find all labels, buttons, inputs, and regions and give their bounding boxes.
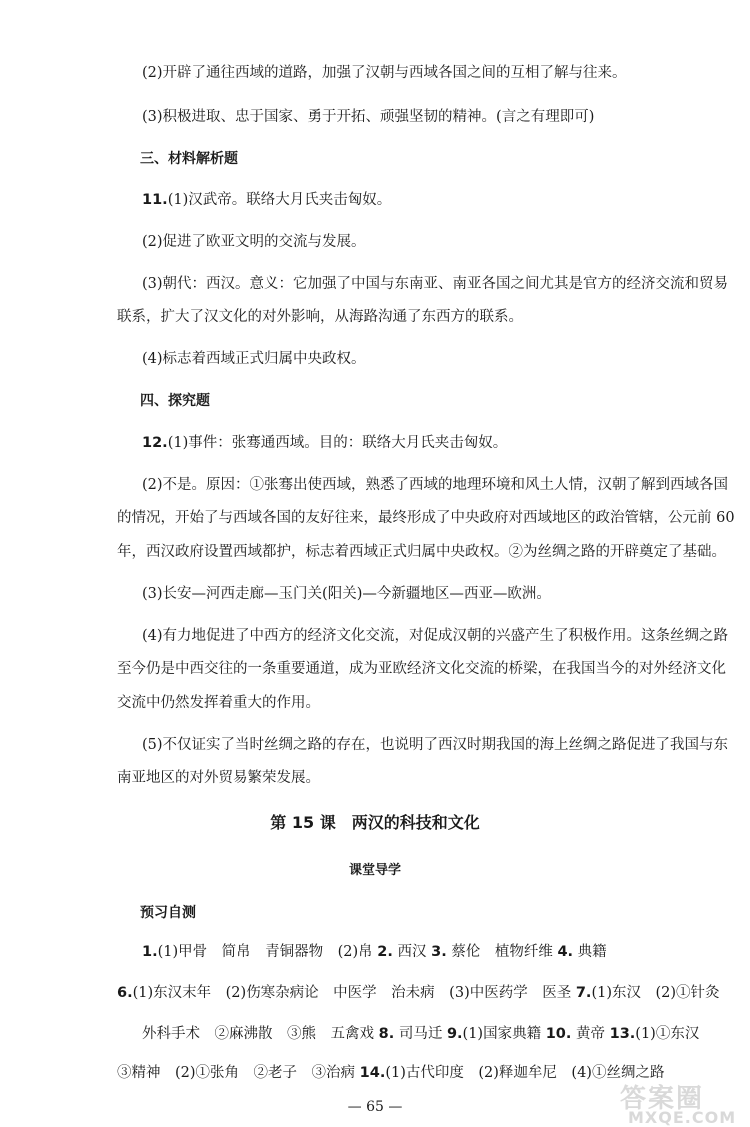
watermark-url: MXQE.COM bbox=[628, 1108, 737, 1127]
answer-line bbox=[0, 942, 750, 962]
answer-line bbox=[0, 190, 750, 210]
question-number: 12. bbox=[142, 435, 168, 451]
answer-line: 南亚地区的对外贸易繁荣发展。 bbox=[117, 770, 320, 786]
section-heading: 四、探究题 bbox=[140, 393, 210, 409]
answer-text: 黄帝 bbox=[576, 1026, 605, 1042]
answer-line: 年，西汉政府设置西域都护，标志着西域正式归属中央政权。②为丝绸之路的开辟奠定了基础。 bbox=[117, 544, 726, 560]
answer-line: (4)有力地促进了中西方的经济文化交流，对促成汉朝的兴盛产生了积极作用。这条丝绸之路 bbox=[142, 628, 729, 644]
question-number: 10. bbox=[545, 1026, 572, 1042]
question-number: 4. bbox=[557, 944, 574, 960]
answer-line: (3)积极进取、忠于国家、勇于开拓、顽强坚韧的精神。(言之有理即可) bbox=[142, 109, 595, 125]
section-heading: 预习自测 bbox=[140, 905, 196, 921]
answer-line: (4)标志着西域正式归属中央政权。 bbox=[142, 351, 366, 367]
watermark-logo bbox=[620, 1078, 750, 1126]
question-number: 3. bbox=[431, 944, 447, 960]
question-number: 6. bbox=[117, 985, 133, 1001]
answer-line: (3)长安—河西走廊—玉门关(阳关)—今新疆地区—西亚—欧洲。 bbox=[142, 586, 551, 602]
answer-text: 典籍 bbox=[577, 944, 607, 960]
answer-text: (1)东汉末年 (2)伤寒杂病论 中医学 治未病 (3)中医药学 医圣 bbox=[132, 985, 572, 1001]
answer-text: (1)①东汉 bbox=[635, 1026, 700, 1042]
answer-line: 的情况，开始了与西域各国的友好往来，最终形成了中央政府对西域地区的政治管辖，公元前 60 bbox=[117, 510, 735, 526]
answer-line: (5)不仅证实了当时丝绸之路的存在，也说明了西汉时期我国的海上丝绸之路促进了我国与东 bbox=[142, 737, 729, 753]
question-number: 9. bbox=[446, 1026, 463, 1042]
answer-line bbox=[0, 1024, 750, 1044]
lesson-title: 第 15 课 两汉的科技和文化 bbox=[270, 813, 480, 832]
answer-text: 外科手术 ②麻沸散 ③熊 五禽戏 bbox=[142, 1026, 374, 1042]
subsection-title: 课堂导学 bbox=[348, 863, 401, 878]
question-number: 8. bbox=[378, 1026, 395, 1042]
question-number: 7. bbox=[575, 985, 592, 1001]
answer-line: 至今仍是中西交往的一条重要通道，成为亚欧经济文化交流的桥梁，在我国当今的对外经济文化 bbox=[117, 661, 726, 677]
question-number: 2. bbox=[377, 944, 393, 960]
answer-line bbox=[0, 433, 750, 453]
answer-text: (1)甲骨 简帛 青铜器物 (2)帛 bbox=[157, 944, 373, 960]
answer-line: (2)促进了欧亚文明的交流与发展。 bbox=[142, 234, 366, 250]
section-heading: 三、材料解析题 bbox=[140, 151, 238, 167]
answer-line: (2)不是。原因：①张骞出使西域，熟悉了西域的地理环境和风土人情，汉朝了解到西域各国 bbox=[142, 477, 729, 493]
answer-text: 司马迁 bbox=[398, 1026, 443, 1042]
answer-line: 交流中仍然发挥着重大的作用。 bbox=[117, 695, 320, 711]
answer-text: 西汉 bbox=[397, 944, 427, 960]
answer-text: (1)古代印度 (2)释迦牟尼 (4)①丝绸之路 bbox=[385, 1065, 665, 1081]
page-number: — 65 — bbox=[347, 1099, 403, 1115]
answer-line: 联系，扩大了汉文化的对外影响，从海路沟通了东西方的联系。 bbox=[117, 309, 523, 325]
answer-line: (3)朝代：西汉。意义：它加强了中国与东南亚、南亚各国之间尤其是官方的经济交流和贸易 bbox=[142, 276, 729, 292]
watermark-text: 答案圈 bbox=[620, 1084, 705, 1114]
question-number: 14. bbox=[359, 1065, 386, 1081]
answer-text: (1)东汉 (2)①针灸 bbox=[591, 985, 720, 1001]
answer-line bbox=[0, 983, 750, 1003]
answer-text: (1)国家典籍 bbox=[462, 1026, 542, 1042]
question-number: 11. bbox=[142, 192, 168, 208]
answer-line: (2)开辟了通往西域的道路，加强了汉朝与西域各国之间的互相了解与往来。 bbox=[142, 65, 627, 81]
answer-text: ③精神 (2)①张角 ②老子 ③治病 bbox=[117, 1065, 356, 1081]
question-number: 13. bbox=[609, 1026, 636, 1042]
answer-text: 蔡伦 植物纤维 bbox=[451, 944, 553, 960]
question-number: 1. bbox=[142, 944, 158, 960]
answer-text: (1)事件：张骞通西域。目的：联络大月氏夹击匈奴。 bbox=[167, 435, 508, 451]
answer-text: (1)汉武帝。联络大月氏夹击匈奴。 bbox=[167, 192, 392, 208]
